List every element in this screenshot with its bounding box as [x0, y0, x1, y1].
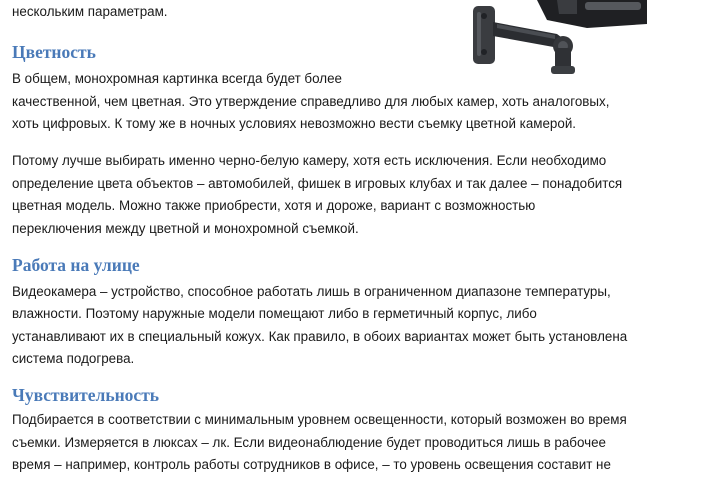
paragraph-line: влажности. Поэтому наружные модели помещают либо в герметичный корпус, либо [12, 306, 537, 321]
intro-line: нескольким параметрам. [12, 4, 168, 19]
paragraph-line: цветная модель. Можно также приобрести, хотя и дороже, вариант с возможностью [12, 198, 536, 213]
paragraph-line: устанавливают их в специальный кожух. Как правило, в обоих вариантах может быть установлена [12, 329, 628, 344]
paragraph-line: Видеокамера – устройство, способное работать лишь в ограниченном диапазоне температуры, [12, 284, 611, 299]
section-heading: Цветность [12, 42, 96, 62]
paragraph-line: система подогрева. [12, 351, 135, 366]
paragraph-line: съемки. Измеряется в люксах – лк. Если видеонаблюдение будет проводиться лишь в рабочее [12, 435, 606, 450]
paragraph-line: переключения между цветной и монохромной съемкой. [12, 221, 359, 236]
paragraph-line: Подбирается в соответствии с минимальным уровнем освещенности, который возможен во время [12, 412, 627, 427]
paragraph-line: В общем, монохромная картинка всегда будет более [12, 71, 342, 86]
camera-bracket-image [467, 0, 647, 80]
paragraph-line: хоть цифровых. К тому же в ночных условиях невозможно вести съемку цветной камерой. [12, 116, 577, 131]
paragraph-line: качественной, чем цветная. Это утверждение справедливо для любых камер, хоть аналоговых, [12, 94, 610, 109]
paragraph-line: Потому лучше выбирать именно черно-белую камеру, хотя есть исключения. Если необходимо [12, 153, 607, 168]
section-heading: Чувствительность [12, 385, 160, 405]
paragraph-line: определение цвета объектов – автомобилей, фишек в игровых клубах и так далее – понадобится [12, 176, 623, 191]
paragraph-line: время – например, контроль работы сотрудников в офисе, – то уровень освещения составит не [12, 457, 611, 472]
section-heading: Работа на улице [12, 255, 140, 275]
